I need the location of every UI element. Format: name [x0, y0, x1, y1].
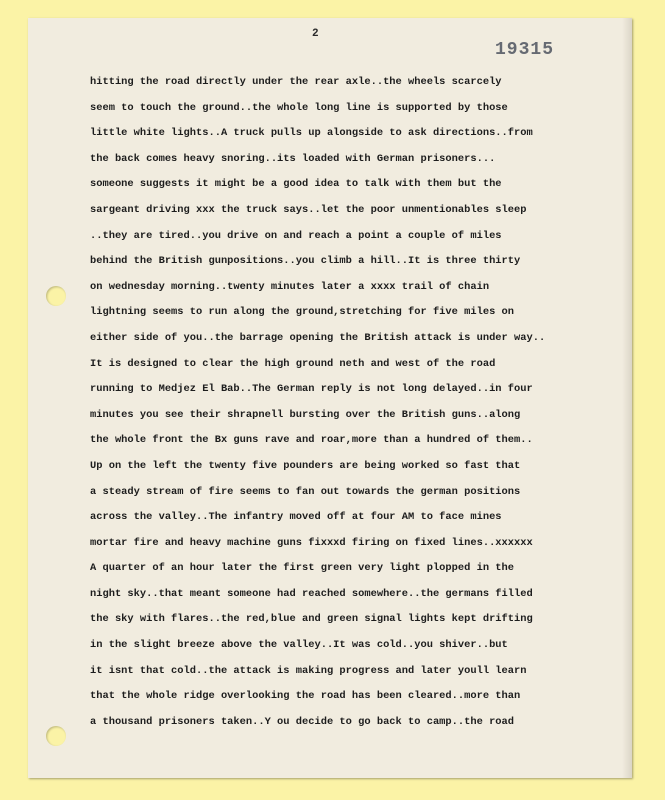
text-line: on wednesday morning..twenty minutes later a xxxx trail of chain — [90, 280, 490, 293]
text-line: across the valley..The infantry moved off at four AM to face mines — [90, 511, 502, 524]
text-line: a thousand prisoners taken..Y ou decide to go back to camp..the road — [90, 715, 515, 728]
text-line: A quarter of an hour later the first green very light plopped in the — [90, 562, 515, 575]
text-line: the back comes heavy snoring..its loaded with German prisoners... — [90, 152, 496, 165]
text-line: night sky..that meant someone had reached somewhere..the germans filled — [90, 587, 533, 600]
text-line: it isnt that cold..the attack is making progress and later youll learn — [90, 664, 527, 677]
text-line: hitting the road directly under the rear axle..the wheels scarcely — [90, 76, 502, 88]
punch-hole — [46, 286, 66, 306]
punch-hole — [46, 726, 66, 746]
text-line: Up on the left the twenty five pounders are being worked so fast that — [90, 459, 521, 472]
text-line: either side of you..the barrage opening the British attack is under way.. — [90, 331, 546, 344]
text-line: minutes you see their shrapnell bursting over the British guns..along — [90, 408, 521, 421]
text-line: ..they are tired..you drive on and reach a point a couple of miles — [90, 229, 502, 242]
typed-text-body — [90, 70, 630, 735]
typewritten-page — [28, 18, 632, 778]
text-line: in the slight breeze above the valley..It was cold..you shiver..but — [90, 639, 508, 652]
text-line: mortar fire and heavy machine guns fixxxd firing on fixed lines..xxxxxx — [90, 536, 533, 549]
text-line: a steady stream of fire seems to fan out towards the german positions — [90, 485, 521, 498]
text-line: sargeant driving xxx the truck says..let the poor unmentionables sleep — [90, 203, 527, 216]
text-line: little white lights..A truck pulls up alongside to ask directions..from — [90, 127, 533, 140]
text-line: seem to touch the ground..the whole long line is supported by those — [90, 101, 508, 114]
text-line: the sky with flares..the red,blue and green signal lights kept drifting — [90, 613, 533, 626]
text-line: lightning seems to run along the ground,stretching for five miles on — [90, 306, 515, 319]
text-line: the whole front the Bx guns rave and roar,more than a hundred of them.. — [90, 434, 533, 447]
text-line: someone suggests it might be a good idea to talk with them but the — [90, 178, 502, 191]
text-line: behind the British gunpositions..you climb a hill..It is three thirty — [90, 255, 521, 268]
text-line: It is designed to clear the high ground neth and west of the road — [90, 357, 496, 370]
document-stamp-number: 19315 — [495, 40, 555, 60]
page-number: 2 — [312, 28, 319, 40]
text-line: running to Medjez El Bab..The German reply is not long delayed..in four — [90, 383, 533, 396]
text-line: that the whole ridge overlooking the road has been cleared..more than — [90, 690, 521, 703]
